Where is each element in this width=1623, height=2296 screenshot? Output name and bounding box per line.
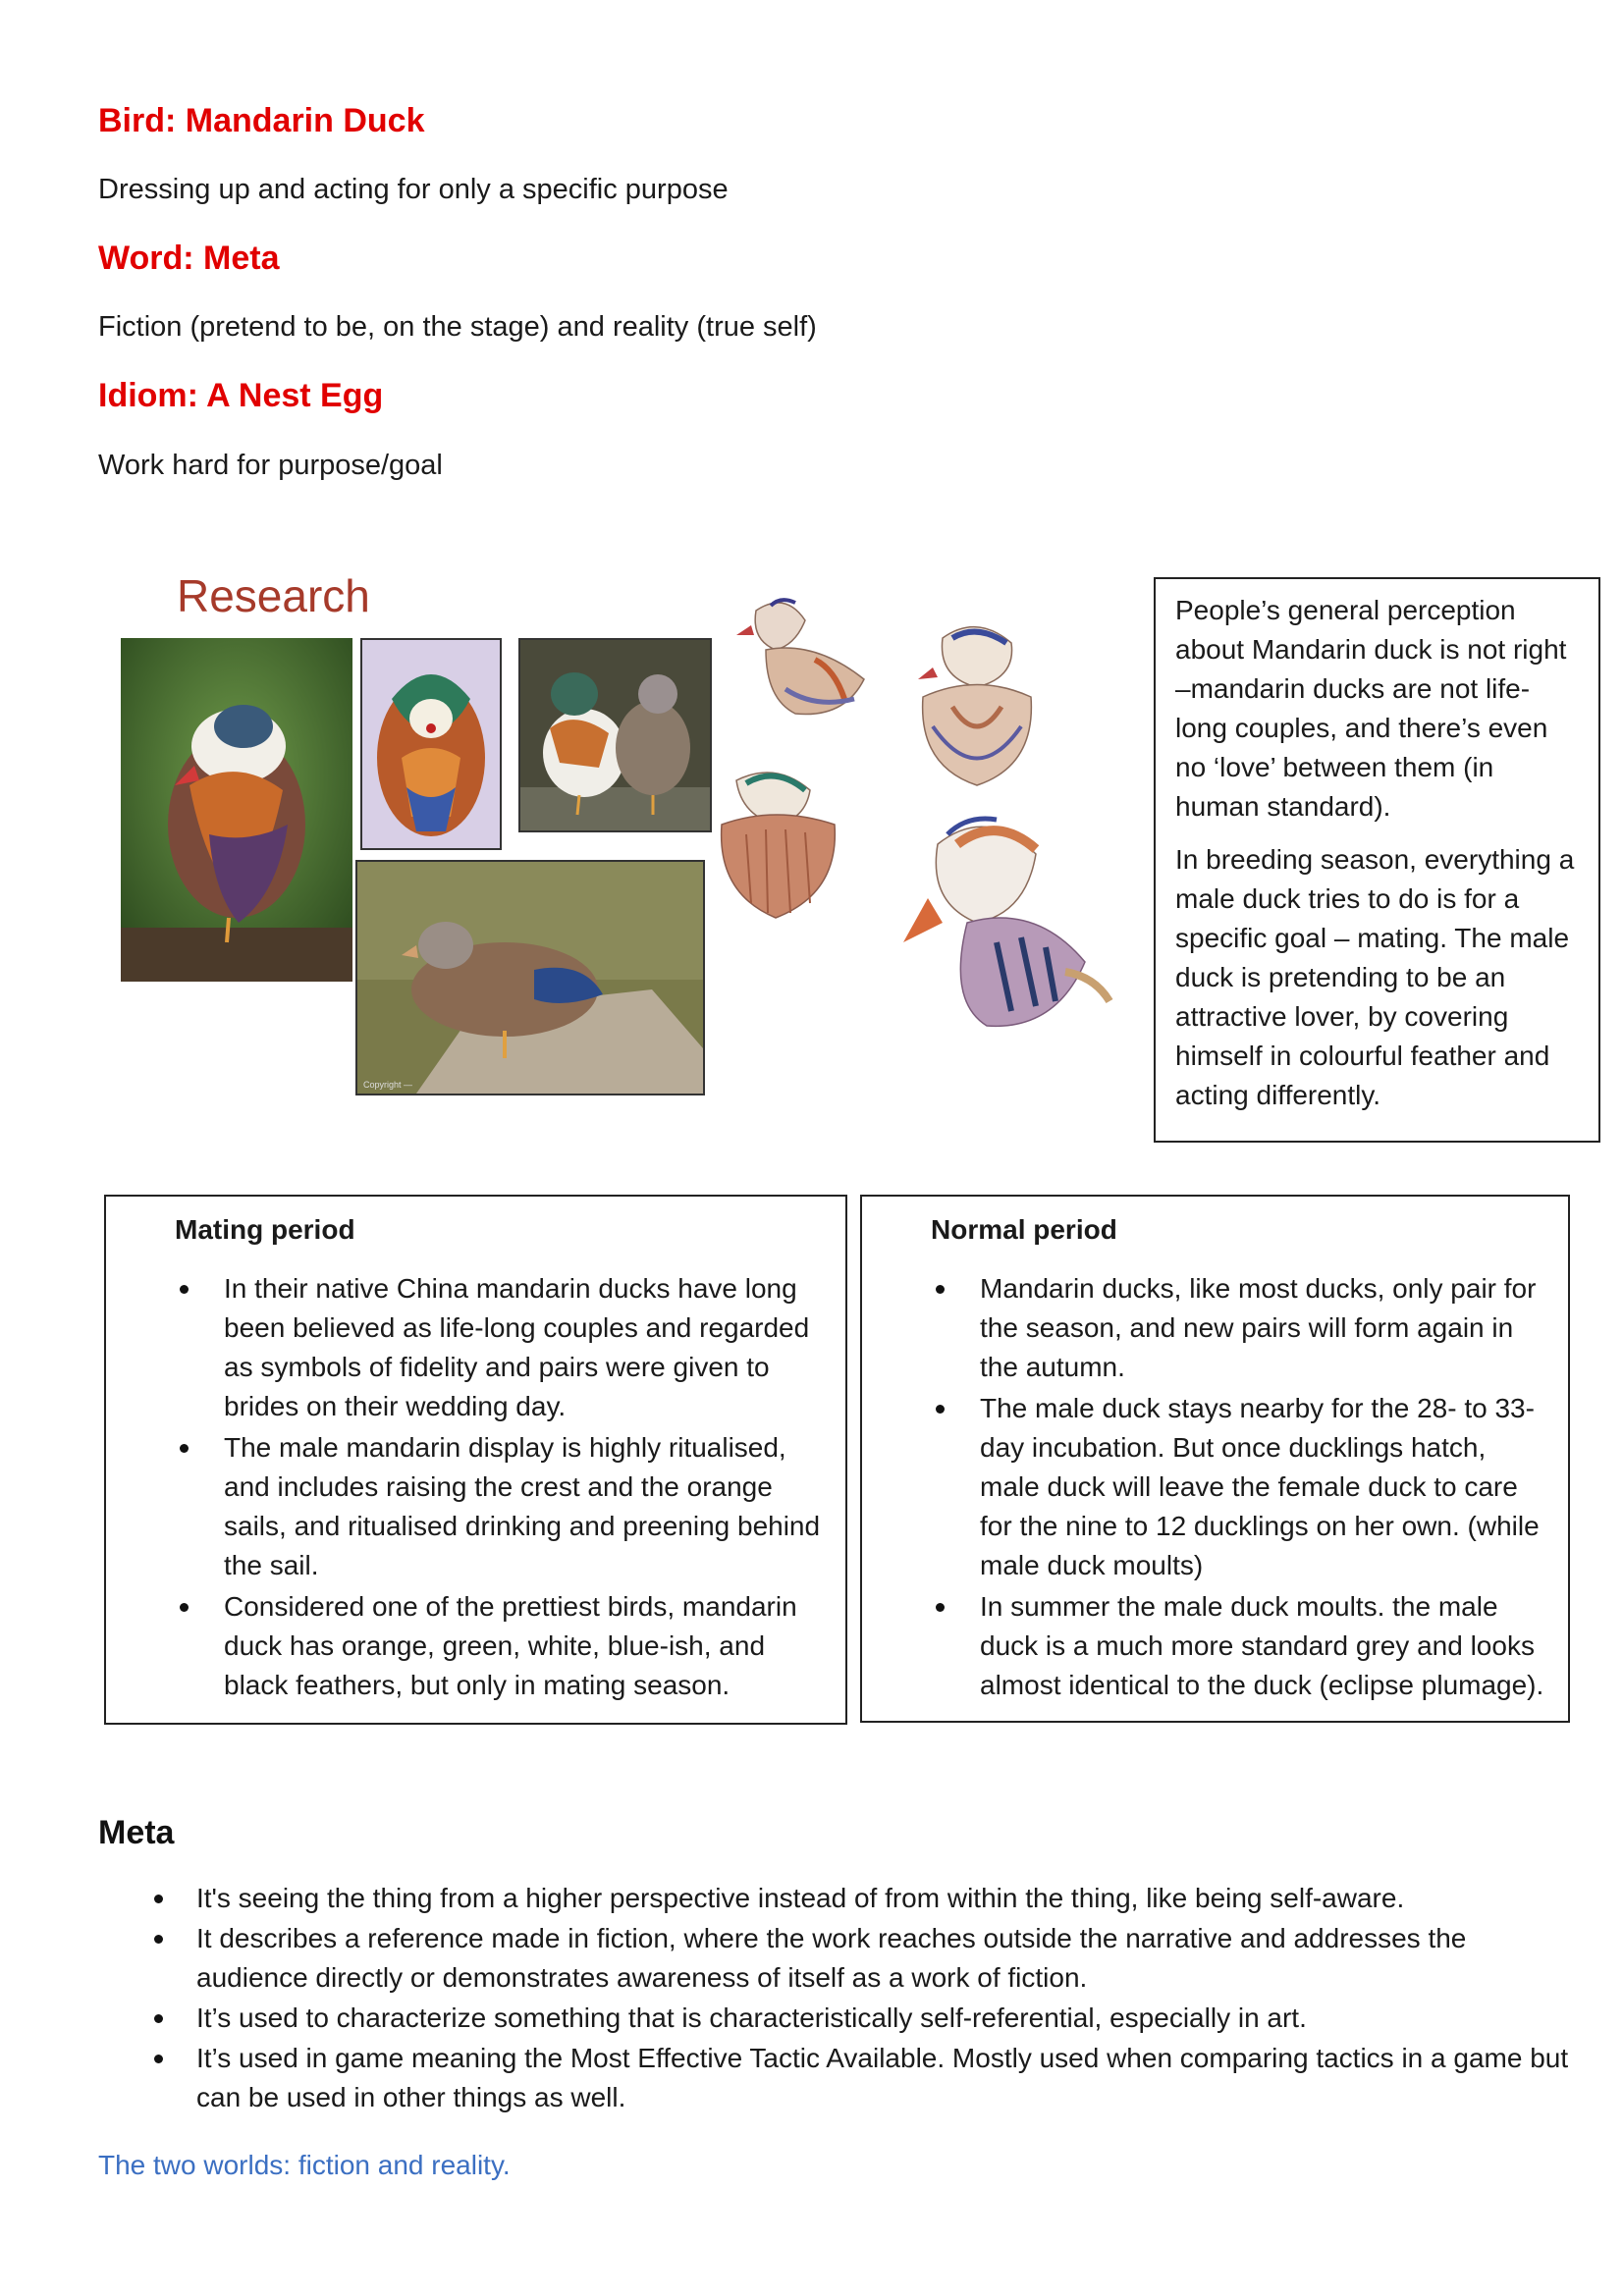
duck-photo-standing bbox=[121, 638, 352, 982]
list-item: It describes a reference made in fiction, where the work reaches outside the narrative and addresses the audience directly or demonstrates awareness of itself as a work of fiction. bbox=[98, 1919, 1571, 1998]
list-item: The male mandarin display is highly ritualised, and includes raising the crest and the orange sails, and ritualised drinking and preening behind the sail. bbox=[126, 1428, 826, 1585]
closing-line: The two worlds: fiction and reality. bbox=[98, 2150, 511, 2180]
research-title: Research bbox=[177, 570, 370, 621]
bird-heading: Bird: Mandarin Duck bbox=[98, 102, 425, 139]
mating-period-title: Mating period bbox=[175, 1214, 355, 1245]
photo-watermark: Copyright — bbox=[363, 1080, 413, 1090]
list-item: In their native China mandarin ducks have long been believed as life-long couples and regarded as symbols of fidelity and pairs were given to brides on their wedding day. bbox=[126, 1269, 826, 1426]
duck-sketch-4 bbox=[889, 805, 1114, 1041]
idiom-description: Work hard for purpose/goal bbox=[98, 450, 443, 481]
list-item: Mandarin ducks, like most ducks, only pair for the season, and new pairs will form again in the autumn. bbox=[882, 1269, 1548, 1387]
list-item: In summer the male duck moults. the male duck is a much more standard grey and looks almost identical to the duck (eclipse plumage). bbox=[882, 1587, 1548, 1705]
duck-sketch-3 bbox=[707, 766, 849, 928]
idiom-heading: Idiom: A Nest Egg bbox=[98, 377, 384, 414]
list-item: The male duck stays nearby for the 28- to 33-day incubation. But once ducklings hatch, male duck will leave the female duck to care for the nine to 12 ducklings on her own. (while male duck moults) bbox=[882, 1389, 1548, 1585]
word-description: Fiction (pretend to be, on the stage) and reality (true self) bbox=[98, 311, 817, 343]
list-item: Considered one of the prettiest birds, mandarin duck has orange, green, white, blue-ish, and black feathers, but only in mating season. bbox=[126, 1587, 826, 1705]
duck-sketch-1 bbox=[727, 591, 898, 738]
research-note-paragraph: In breeding season, everything a male duck tries to do is for a specific goal – mating. The male duck is pretending to be an attractive lover, by covering himself in colourful feather and acting differently. bbox=[1175, 844, 1575, 1110]
list-item: It’s used to characterize something that is characteristically self-referential, especially in art. bbox=[98, 1999, 1571, 2038]
meta-list-container bbox=[98, 1879, 1571, 2118]
normal-period-box bbox=[860, 1195, 1570, 1723]
mating-period-box bbox=[104, 1195, 847, 1725]
list-item: It's seeing the thing from a higher perspective instead of from within the thing, like being self-aware. bbox=[98, 1879, 1571, 1918]
meta-heading: Meta bbox=[98, 1814, 175, 1851]
duck-photo-female bbox=[355, 860, 705, 1095]
word-heading: Word: Meta bbox=[98, 240, 280, 277]
duck-photo-frontal bbox=[360, 638, 502, 850]
list-item: It’s used in game meaning the Most Effective Tactic Available. Mostly used when comparing tactics in a game but can be used in other things as well. bbox=[98, 2039, 1571, 2117]
research-note bbox=[1154, 577, 1600, 1143]
research-note-paragraph: People’s general perception about Mandarin duck is not right –mandarin ducks are not life-long couples, and there’s even no ‘love’ between them (in human standard). bbox=[1175, 595, 1567, 822]
normal-period-title: Normal period bbox=[931, 1214, 1117, 1245]
duck-sketch-2 bbox=[903, 618, 1051, 795]
bird-description: Dressing up and acting for only a specific purpose bbox=[98, 174, 729, 205]
duck-photo-pair bbox=[518, 638, 712, 832]
